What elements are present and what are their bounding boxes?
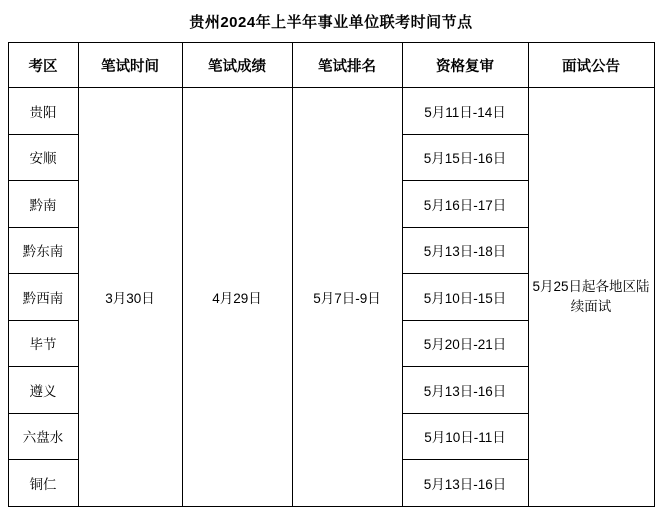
cell-qualification-review: 5月16日-17日: [402, 181, 528, 228]
cell-region: 黔东南: [8, 227, 78, 274]
cell-qualification-review: 5月20日-21日: [402, 320, 528, 367]
cell-region: 毕节: [8, 320, 78, 367]
table-header: [8, 43, 654, 88]
cell-region: 铜仁: [8, 460, 78, 507]
table-body: [8, 88, 654, 507]
cell-region: 六盘水: [8, 413, 78, 460]
cell-interview-notice: 5月25日起各地区陆续面试: [528, 88, 654, 507]
column-header-interview-notice: 面试公告: [528, 43, 654, 88]
cell-region: 黔南: [8, 181, 78, 228]
cell-qualification-review: 5月13日-16日: [402, 367, 528, 414]
cell-qualification-review: 5月15日-16日: [402, 134, 528, 181]
cell-written-rank-date: 5月7日-9日: [292, 88, 402, 507]
table-header-row: [8, 43, 654, 88]
column-header-qualification-review: 资格复审: [402, 43, 528, 88]
cell-qualification-review: 5月11日-14日: [402, 88, 528, 135]
cell-qualification-review: 5月10日-15日: [402, 274, 528, 321]
cell-region: 黔西南: [8, 274, 78, 321]
cell-region: 遵义: [8, 367, 78, 414]
column-header-written-rank: 笔试排名: [292, 43, 402, 88]
column-header-written-exam-date: 笔试时间: [78, 43, 182, 88]
cell-qualification-review: 5月13日-18日: [402, 227, 528, 274]
column-header-region: 考区: [8, 43, 78, 88]
schedule-table: [8, 42, 655, 507]
cell-region: 安顺: [8, 134, 78, 181]
cell-qualification-review: 5月13日-16日: [402, 460, 528, 507]
cell-written-exam-date: 3月30日: [78, 88, 182, 507]
cell-region: 贵阳: [8, 88, 78, 135]
page-title: 贵州2024年上半年事业单位联考时间节点: [189, 14, 473, 31]
table-row: [8, 88, 654, 135]
cell-qualification-review: 5月10日-11日: [402, 413, 528, 460]
column-header-written-score: 笔试成绩: [182, 43, 292, 88]
cell-written-score-date: 4月29日: [182, 88, 292, 507]
